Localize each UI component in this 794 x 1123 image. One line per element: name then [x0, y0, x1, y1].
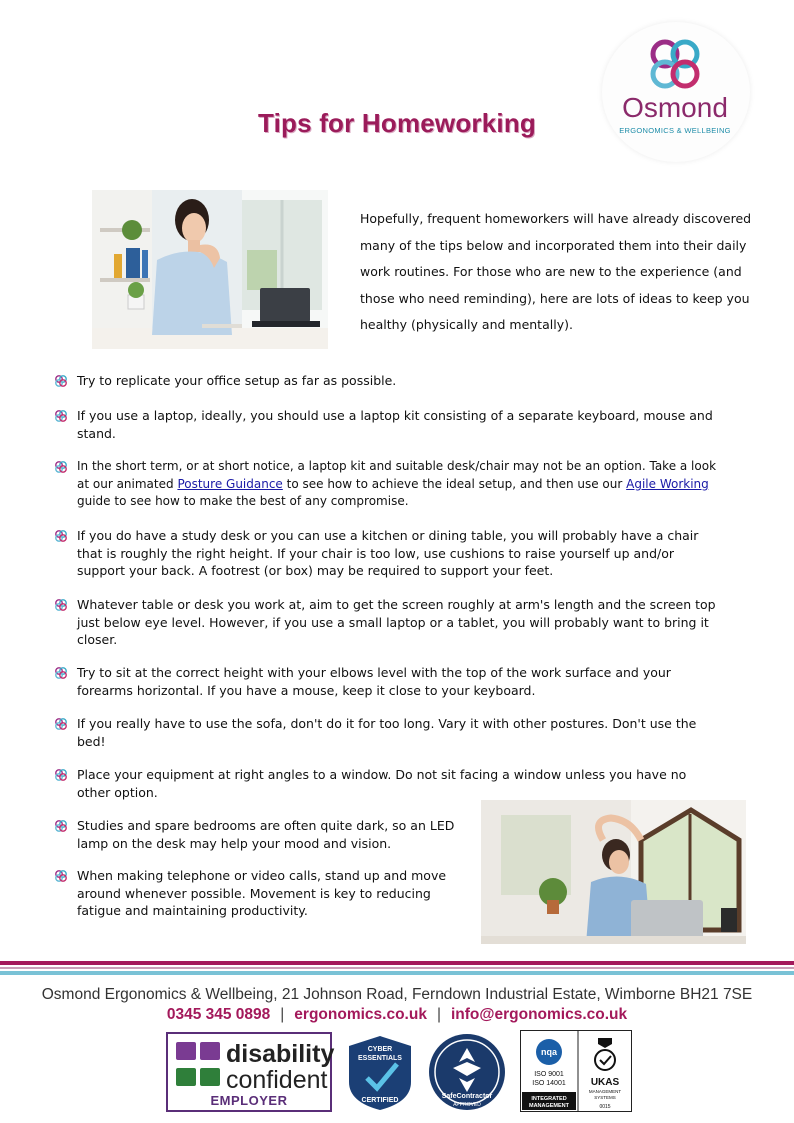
confident-word: confident	[226, 1066, 328, 1094]
contact-line	[0, 1006, 794, 1024]
disability-word: disability	[226, 1040, 335, 1068]
tip-text: If you do have a study desk or you can use a kitchen or dining table, you will probably have a chair that is roughly the right height. If your chair is too low, use cushions to raise yourself up and/or support your back. A footrest (or box) may be required to support your feet.	[77, 528, 699, 578]
logo-name: Osmond	[622, 92, 728, 123]
tip-text: In the short term, or at short notice, a laptop kit and suitable desk/chair may not be an option. Take a look at our animated Posture Guidance to see how to achieve the ideal setup, and then use our Agile Working guide to see how to make the best of any compromise.	[77, 459, 717, 508]
osmond-bullet-icon	[54, 460, 68, 474]
separator: |	[280, 1006, 285, 1023]
cyber-line1: CYBER	[367, 1046, 393, 1053]
tip-text: Whatever table or desk you work at, aim to get the screen roughly at arm's length and the screen top just below eye level. However, if you use a small laptop or a tablet, you will probably want to bring it closer.	[77, 597, 716, 647]
osmond-bullet-icon	[54, 666, 68, 680]
tip-text: If you use a laptop, ideally, you should use a laptop kit consisting of a separate keyboard, mouse and stand.	[77, 408, 713, 441]
company-address: Osmond Ergonomics & Wellbeing, 21 Johnson Road, Ferndown Industrial Estate, Wimborne BH21 7SE	[41, 986, 753, 1003]
photo-woman-neck-pain	[92, 190, 328, 349]
separator: |	[436, 1006, 441, 1023]
person-icon	[200, 1068, 220, 1086]
osmond-logo-icon	[640, 36, 710, 94]
tip-text: Place your equipment at right angles to a window. Do not sit facing a window unless you have no other option.	[77, 767, 687, 800]
iso-14001: ISO 14001	[532, 1080, 566, 1087]
cyber-line2: ESSENTIALS	[358, 1055, 402, 1062]
check-icon	[200, 1042, 220, 1060]
osmond-bullet-icon	[54, 869, 68, 883]
cyber-essentials-badge	[345, 1034, 415, 1112]
footer-divider	[0, 961, 794, 979]
phone-number[interactable]: 0345 345 0898	[166, 1006, 271, 1023]
lock-icon	[176, 1068, 196, 1086]
iso-9001: ISO 9001	[534, 1071, 564, 1078]
disability-confident-badge	[166, 1032, 335, 1112]
osmond-bullet-icon	[54, 598, 68, 612]
tip-text: Try to replicate your office setup as far as possible.	[77, 373, 397, 388]
website-link[interactable]: ergonomics.co.uk	[294, 1006, 427, 1023]
photo-woman-stretching	[481, 800, 746, 944]
email-link[interactable]: info@ergonomics.co.uk	[450, 1006, 628, 1023]
safecontractor-name: SafeContractor	[441, 1093, 493, 1100]
integrated-label: INTEGRATED	[531, 1096, 567, 1102]
osmond-bullet-icon	[54, 529, 68, 543]
ukas-systems: SYSTEMS	[594, 1095, 616, 1100]
nqa-ukas-badge	[520, 1030, 632, 1112]
intro-paragraph: Hopefully, frequent homeworkers will have already discovered many of the tips below and incorporated them into their daily work routines. For those who are new to the experience (and those who need reminding), here are lots of ideas to keep you healthy (physically and mentally).	[360, 211, 752, 332]
ukas-label: UKAS	[590, 1077, 620, 1088]
osmond-bullet-icon	[54, 717, 68, 731]
management-label: MANAGEMENT	[528, 1103, 570, 1109]
osmond-bullet-icon	[54, 374, 68, 388]
ukas-management: MANAGEMENT	[588, 1089, 622, 1094]
nqa-logo: nqa	[540, 1047, 558, 1057]
people-icon	[176, 1042, 196, 1060]
cyber-certified: CERTIFIED	[361, 1097, 399, 1104]
safecontractor-approved: APPROVED	[453, 1102, 481, 1108]
osmond-bullet-icon	[54, 768, 68, 782]
osmond-bullet-icon	[54, 819, 68, 833]
page-title: Tips for Homeworking	[258, 108, 536, 138]
tip-text: Try to sit at the correct height with your elbows level with the top of the work surface and your forearms horizontal. If you have a mouse, keep it close to your keyboard.	[77, 665, 671, 698]
tip-text: When making telephone or video calls, stand up and move around whenever possible. Movement is key to reducing fatigue and maintaining productivity.	[77, 868, 447, 918]
safecontractor-badge	[427, 1032, 507, 1112]
tip-text: Studies and spare bedrooms are often quite dark, so an LED lamp on the desk may help your mood and vision.	[77, 818, 455, 851]
tip-text: If you really have to use the sofa, don't do it for too long. Vary it with other postures. Don't use the bed!	[77, 716, 697, 749]
osmond-bullet-icon	[54, 409, 68, 423]
logo-subtitle: ERGONOMICS & WELLBEING	[619, 126, 731, 135]
employer-label: EMPLOYER	[210, 1093, 288, 1108]
posture-guidance-link[interactable]: Posture Guidance	[177, 476, 283, 491]
agile-working-link[interactable]: Agile Working	[626, 476, 709, 491]
ukas-number: 0015	[599, 1104, 611, 1110]
